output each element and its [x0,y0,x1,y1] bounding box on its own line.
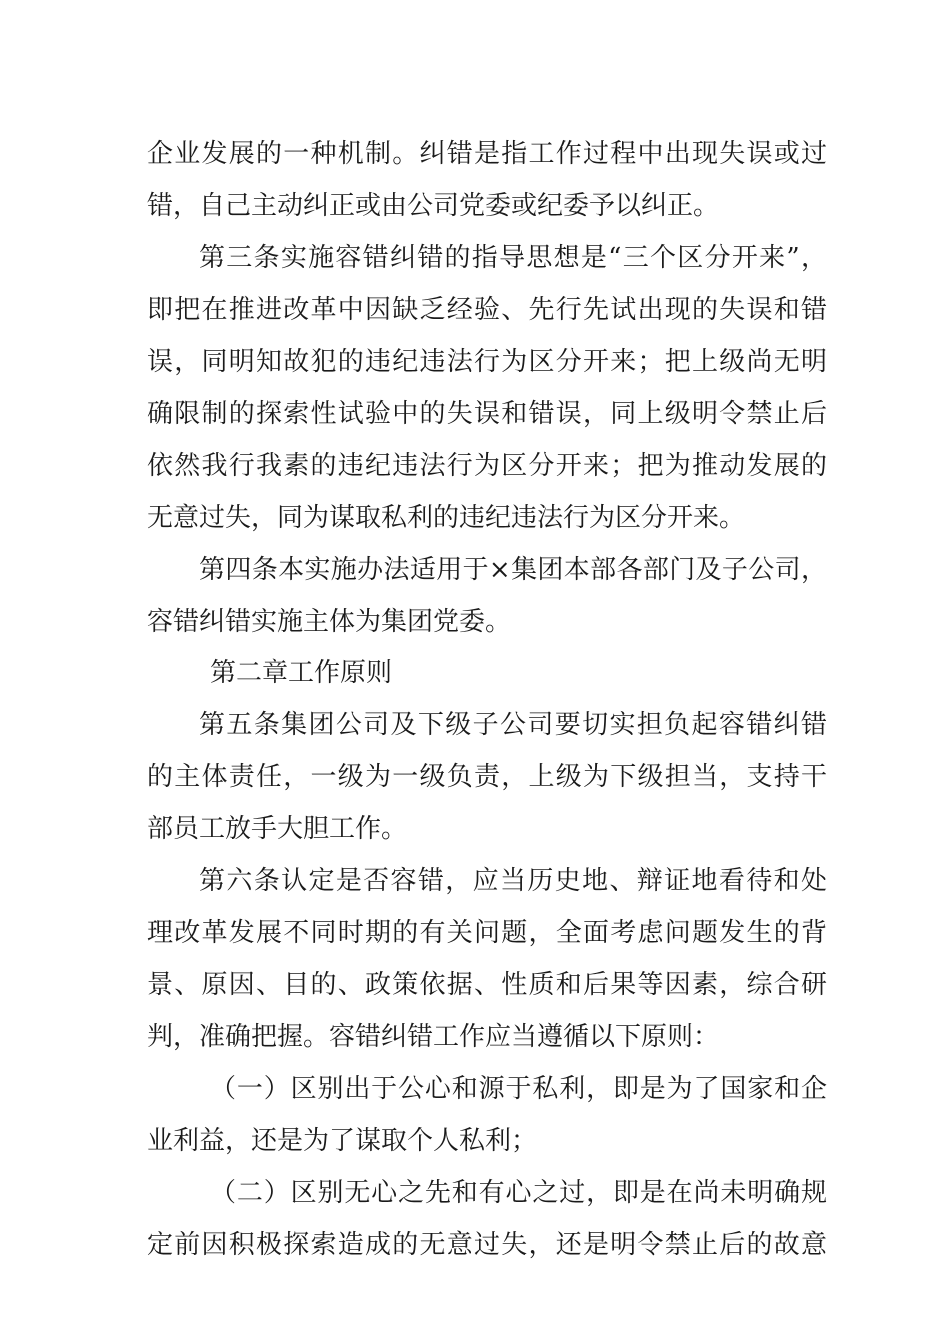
text-line: 容错纠错实施主体为集团党委。 [147,607,512,637]
text-line: （二）区别无心之先和有心之过，即是在尚未明确规 [210,1178,827,1208]
text-line: 第五条集团公司及下级子公司要切实担负起容错纠错 [199,710,827,740]
text-line: 无意过失，同为谋取私利的违纪违法行为区分开来。 [147,503,746,533]
text-line: 即把在推进改革中因缺乏经验、先行先试出现的失误和错 [147,295,827,325]
text-line: 误，同明知故犯的违纪违法行为区分开来；把上级尚无明 [147,347,827,377]
text-line: 第四条本实施办法适用于×集团本部各部门及子公司， [199,555,827,585]
text-line: （一）区别出于公心和源于私利，即是为了国家和企 [210,1074,827,1104]
text-line: 景、原因、目的、政策依据、性质和后果等因素，综合研 [147,970,827,1000]
text-line: 的主体责任，一级为一级负责，上级为下级担当，支持干 [147,762,827,792]
text-line: 部员工放手大胆工作。 [147,814,408,844]
text-line: 企业发展的一种机制。纠错是指工作过程中出现失误或过 [147,139,827,169]
text-line: 判，准确把握。容错纠错工作应当遵循以下原则： [147,1022,720,1052]
text-line: 理改革发展不同时期的有关问题，全面考虑问题发生的背 [147,918,827,948]
text-line: 定前因积极探索造成的无意过失，还是明令禁止后的故意 [147,1230,827,1260]
text-line: 错，自己主动纠正或由公司党委或纪委予以纠正。 [147,191,720,221]
text-line: 确限制的探索性试验中的失误和错误，同上级明令禁止后 [147,399,827,429]
text-line: 第三条实施容错纠错的指导思想是“三个区分开来”， [199,243,827,273]
text-line: 依然我行我素的违纪违法行为区分开来；把为推动发展的 [147,451,827,481]
text-line: 业利益，还是为了谋取个人私利； [147,1126,538,1156]
chapter-heading: 第二章工作原则 [210,658,393,688]
text-line: 第六条认定是否容错，应当历史地、辩证地看待和处 [199,866,827,896]
